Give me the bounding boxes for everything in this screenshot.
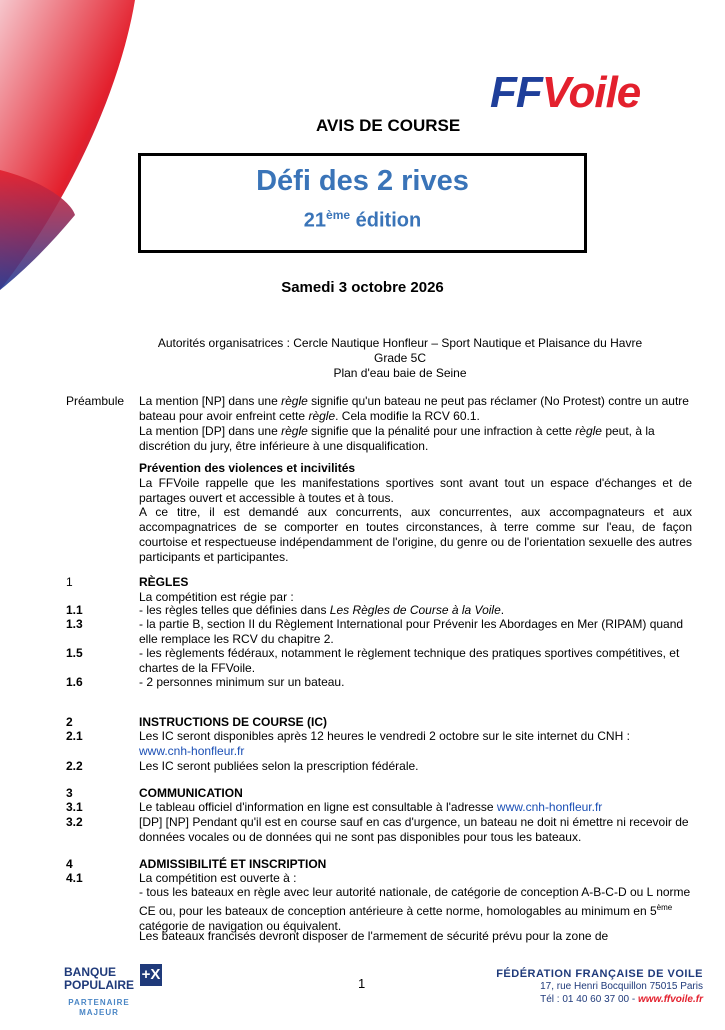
- plan-eau: Plan d'eau baie de Seine: [333, 366, 467, 380]
- prevention-title: Prévention des violences et incivilités: [139, 461, 356, 475]
- s2-t21: Les IC seront disponibles après 12 heures le vendredi 2 octobre sur le site internet du CNH : www.cnh-honfleur.fr: [139, 729, 630, 758]
- s1-n15: 1.5: [66, 646, 83, 660]
- s1-num: 1: [66, 575, 73, 589]
- s1-t13: - la partie B, section II du Règlement International pour Prévenir les Abordages en Mer (RIPAM) quand elle remplace les RCV du chapitre 2.: [139, 617, 684, 646]
- s1-title: RÈGLES: [139, 575, 189, 589]
- s4-n41: 4.1: [66, 871, 83, 885]
- s4-t41c: Les bateaux francisés devront disposer de l'armement de sécurité prévu pour la zone de: [139, 929, 609, 943]
- ffv-footer: FÉDÉRATION FRANÇAISE DE VOILE 17, rue Henri Bocquillon 75015 Paris Tél : 01 40 60 37 00 - www.ffvoile.fr: [496, 968, 703, 1005]
- grade: Grade 5C: [373, 351, 427, 365]
- s1-t15: - les règlements fédéraux, notamment le règlement technique des pratiques sportives compétitives, et chartes de la FFVoile.: [139, 646, 680, 675]
- s4-num: 4: [66, 857, 73, 871]
- cnh-link-2[interactable]: www.cnh-honfleur.fr: [496, 800, 603, 814]
- s3-t32: [DP] [NP] Pendant qu'il est en course sauf en cas d'urgence, un bateau ne doit ni émettre ni recevoir de données vocales ou de données qui ne sont pas disponibles pour tous les bateaux.: [139, 815, 689, 844]
- prevention-p2: A ce titre, il est demandé aux concurrents, aux concurrentes, aux accompagnateurs et aux accompagnatrices de se comporter en toutes circonstances, à terre comme sur l'eau, de façon courtoise et respectueuse indépendamment de l'origine, du genre ou de l'orientation sexuelle des autres participants et participantes.: [139, 505, 692, 564]
- s2-n22: 2.2: [66, 759, 83, 773]
- s4-t41a: - tous les bateaux en règle avec leur autorité nationale, de catégorie de conception A-B-C-D ou L norme CE ou, pour les bateaux de conception antérieure à cette norme, homologables au minimum en 5ème catégorie de navigation ou équivalent.: [139, 885, 691, 933]
- ffvoile-logo: FFVoile: [490, 68, 641, 117]
- s1-t11: - les règles telles que définies dans Les Règles de Course à la Voile.: [139, 603, 505, 617]
- doc-type: AVIS DE COURSE: [316, 116, 461, 135]
- edition: 21ème édition: [303, 208, 422, 232]
- s3-n31: 3.1: [66, 800, 83, 814]
- event-date: Samedi 3 octobre 2026: [281, 279, 444, 296]
- prevention-p1: La FFVoile rappelle que les manifestations sportives sont avant tout un espace d'échanges et de partages ouvert et accessible à toutes et à tous.: [139, 476, 692, 505]
- preambule-dp: La mention [DP] dans une règle signifie que la pénalité pour une infraction à cette règle peut, à la discrétion du jury, être inférieure à une disqualification.: [139, 424, 655, 453]
- preambule-np: La mention [NP] dans une règle signifie qu'un bateau ne peut pas réclamer (No Protest) contre un autre bateau pour avoir enfreint cette règle. Cela modifie la RCV 60.1.: [139, 394, 689, 423]
- s2-title: INSTRUCTIONS DE COURSE (IC): [139, 715, 328, 729]
- ffvoile-link[interactable]: www.ffvoile.fr: [637, 994, 703, 1005]
- s3-n32: 3.2: [66, 815, 83, 829]
- s1-n11: 1.1: [66, 603, 83, 617]
- s1-n16: 1.6: [66, 675, 83, 689]
- s2-t22: Les IC seront publiées selon la prescription fédérale.: [139, 759, 419, 773]
- title-box: [138, 153, 587, 253]
- s4-t41: La compétition est ouverte à :: [139, 871, 297, 885]
- s3-t31: Le tableau officiel d'information en ligne est consultable à l'adresse www.cnh-honfleur.fr: [139, 800, 603, 814]
- preambule-label: Préambule: [66, 394, 125, 408]
- s1-t16: - 2 personnes minimum sur un bateau.: [139, 675, 345, 689]
- authorities: Autorités organisatrices : Cercle Nautique Honfleur – Sport Nautique et Plaisance du Havre: [157, 336, 643, 350]
- sail-graphic: [0, 0, 140, 300]
- s2-n21: 2.1: [66, 729, 83, 743]
- s3-title: COMMUNICATION: [139, 786, 243, 800]
- banque-populaire-logo: BANQUE POPULAIRE +X PARTENAIRE MAJEUR: [64, 965, 161, 1017]
- s4-title: ADMISSIBILITÉ ET INSCRIPTION: [139, 857, 327, 871]
- page-number: 1: [358, 976, 366, 991]
- s3-num: 3: [66, 786, 73, 800]
- s2-num: 2: [66, 715, 73, 729]
- cnh-link[interactable]: www.cnh-honfleur.fr: [139, 744, 245, 758]
- s1-intro: La compétition est régie par :: [139, 590, 294, 604]
- s1-n13: 1.3: [66, 617, 83, 631]
- event-title: Défi des 2 rives: [256, 165, 469, 197]
